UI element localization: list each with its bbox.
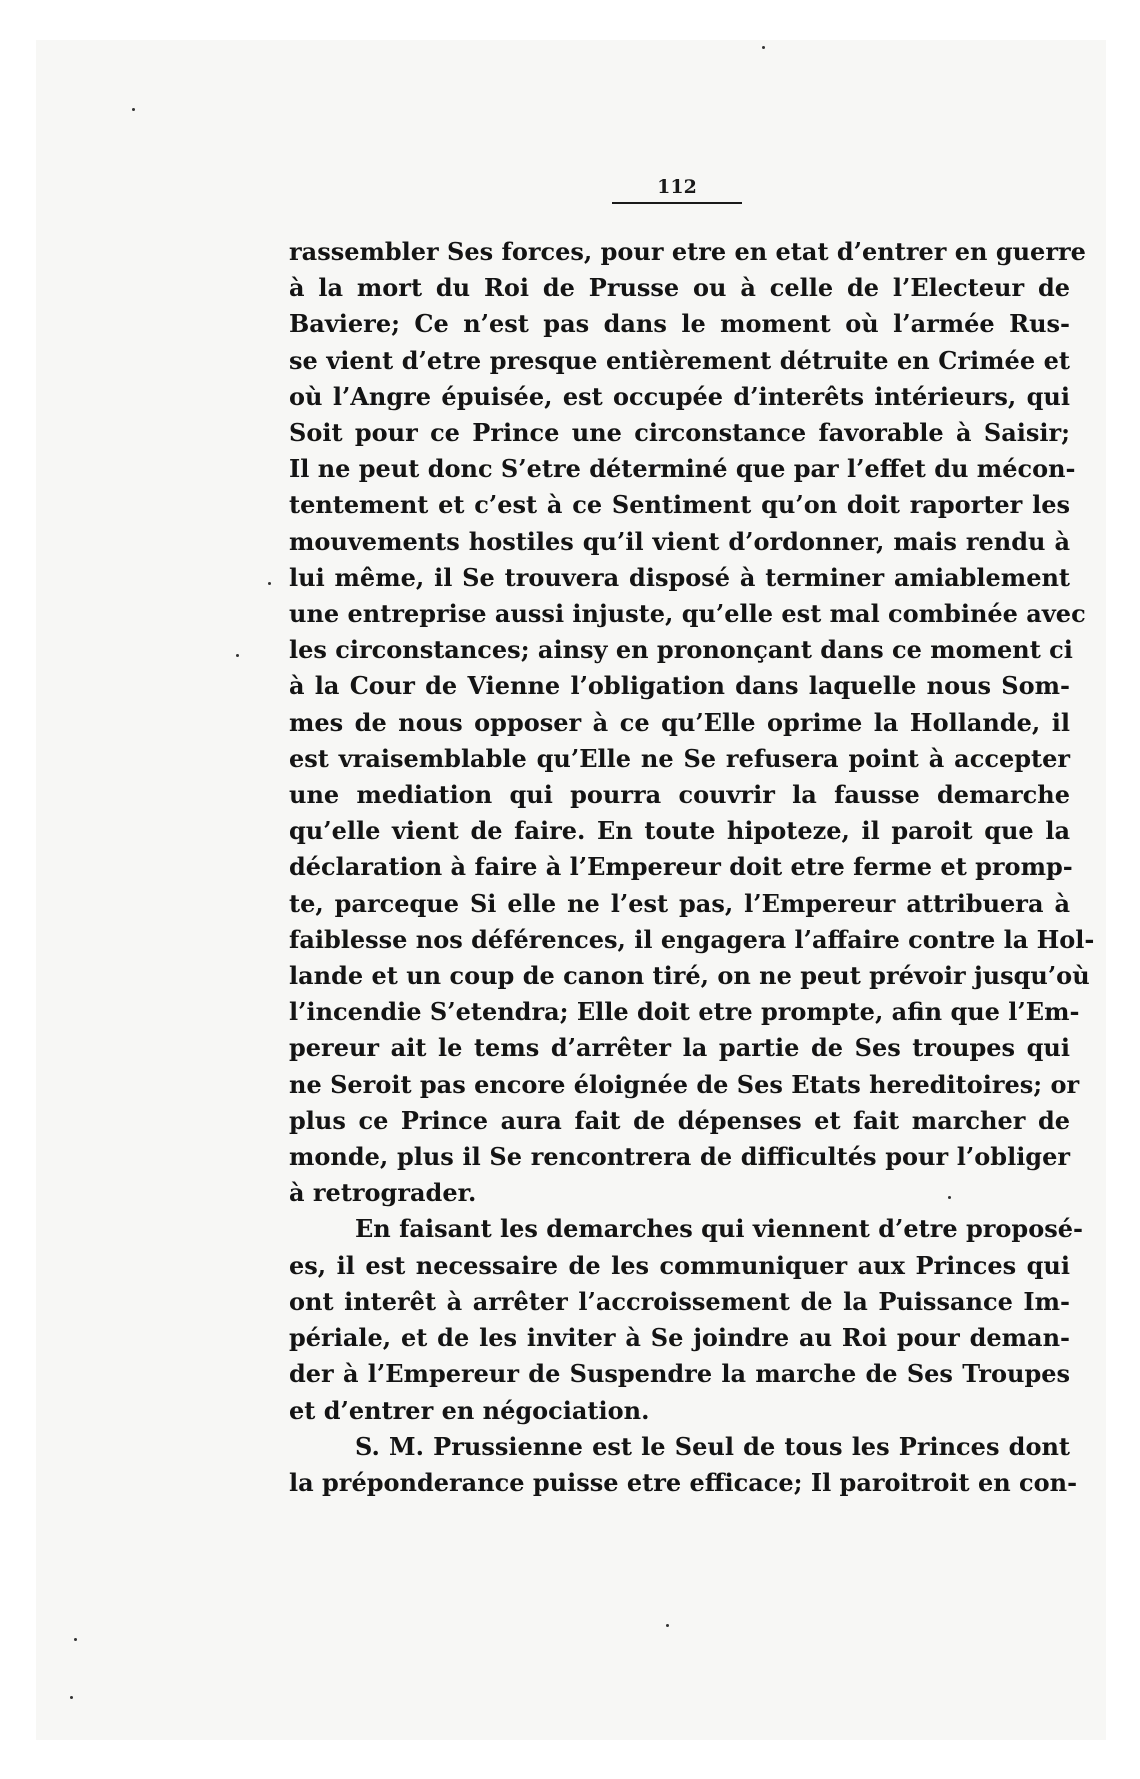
text-line: Soit pour ce Prince une circonstance favorable à Saisir; xyxy=(289,418,1070,448)
text-line: te, parceque Si elle ne l’est pas, l’Empereur attribuera à xyxy=(289,888,1070,918)
page-number: 112 xyxy=(657,176,697,198)
text-line: mes de nous opposer à ce qu’Elle oprime la Hollande, il xyxy=(289,707,1070,737)
paragraph-first-line: En faisant les demarches qui viennent d’etre proposé- xyxy=(355,1214,1083,1244)
text-line: à la mort du Roi de Prusse ou à celle de l’Electeur de xyxy=(289,273,1070,303)
paragraph-first-line: S. M. Prussienne est le Seul de tous les Princes dont xyxy=(355,1431,1070,1461)
text-line: monde, plus il Se rencontrera de difficultés pour l’obliger xyxy=(289,1142,1070,1172)
text-line: l’incendie S’etendra; Elle doit etre prompte, afin que l’Em- xyxy=(289,997,1080,1027)
scan-speck xyxy=(948,1196,951,1199)
text-line: mouvements hostiles qu’il vient d’ordonner, mais rendu à xyxy=(289,526,1070,556)
text-line: et d’entrer en négociation. xyxy=(289,1395,650,1425)
text-line: lande et un coup de canon tiré, on ne peut prévoir jusqu’où xyxy=(289,961,1090,991)
scan-speck xyxy=(70,1696,73,1699)
text-line: qu’elle vient de faire. En toute hipoteze, il paroit que la xyxy=(289,816,1070,846)
body-text xyxy=(289,234,1095,1501)
text-line: est vraisemblable qu’Elle ne Se refusera point à accepter xyxy=(289,743,1070,773)
text-line: Il ne peut donc S’etre déterminé que par l’effet du mécon- xyxy=(289,454,1076,484)
text-line: ne Seroit pas encore éloignée de Ses Etats hereditoires; or xyxy=(289,1069,1080,1099)
text-line: plus ce Prince aura fait de dépenses et fait marcher de xyxy=(289,1105,1070,1135)
text-line: rassembler Ses forces, pour etre en etat d’entrer en guerre xyxy=(289,237,1086,266)
text-line: es, il est necessaire de les communiquer aux Princes qui xyxy=(289,1250,1070,1280)
text-line: der à l’Empereur de Suspendre la marche de Ses Troupes xyxy=(289,1359,1070,1389)
text-line: à retrograder. xyxy=(289,1178,477,1208)
text-line: déclaration à faire à l’Empereur doit etre ferme et promp- xyxy=(289,852,1073,882)
page-number-rule xyxy=(612,202,742,204)
scan-speck xyxy=(762,46,765,49)
text-line: Baviere; Ce n’est pas dans le moment où l’armée Rus- xyxy=(289,309,1070,339)
text-line: se vient d’etre presque entièrement détruite en Crimée et xyxy=(289,345,1070,375)
text-line: faiblesse nos déférences, il engagera l’affaire contre la Hol- xyxy=(289,924,1095,954)
scan-speck xyxy=(132,108,135,111)
text-line: les circonstances; ainsy en prononçant dans ce moment ci xyxy=(289,635,1073,665)
text-line: périale, et de les inviter à Se joindre au Roi pour deman- xyxy=(289,1323,1070,1353)
text-line: une mediation qui pourra couvrir la fausse demarche xyxy=(289,780,1070,810)
text-line: où l’Angre épuisée, est occupée d’interêts intérieurs, qui xyxy=(289,381,1070,411)
text-line: la préponderance puisse etre efficace; Il paroitroit en con- xyxy=(289,1467,1078,1497)
text-line: une entreprise aussi injuste, qu’elle est mal combinée avec xyxy=(289,599,1086,629)
text-line: tentement et c’est à ce Sentiment qu’on doit raporter les xyxy=(289,490,1070,520)
scan-speck xyxy=(666,1624,669,1627)
text-line: ont interêt à arrêter l’accroissement de la Puissance Im- xyxy=(289,1286,1070,1316)
scan-speck xyxy=(268,582,271,585)
text-line: pereur ait le tems d’arrêter la partie de Ses troupes qui xyxy=(289,1033,1070,1063)
text-line: à la Cour de Vienne l’obligation dans laquelle nous Som- xyxy=(289,671,1070,701)
scan-speck xyxy=(74,1638,77,1641)
text-line: lui même, il Se trouvera disposé à terminer amiablement xyxy=(289,562,1070,592)
scan-speck xyxy=(236,654,239,657)
